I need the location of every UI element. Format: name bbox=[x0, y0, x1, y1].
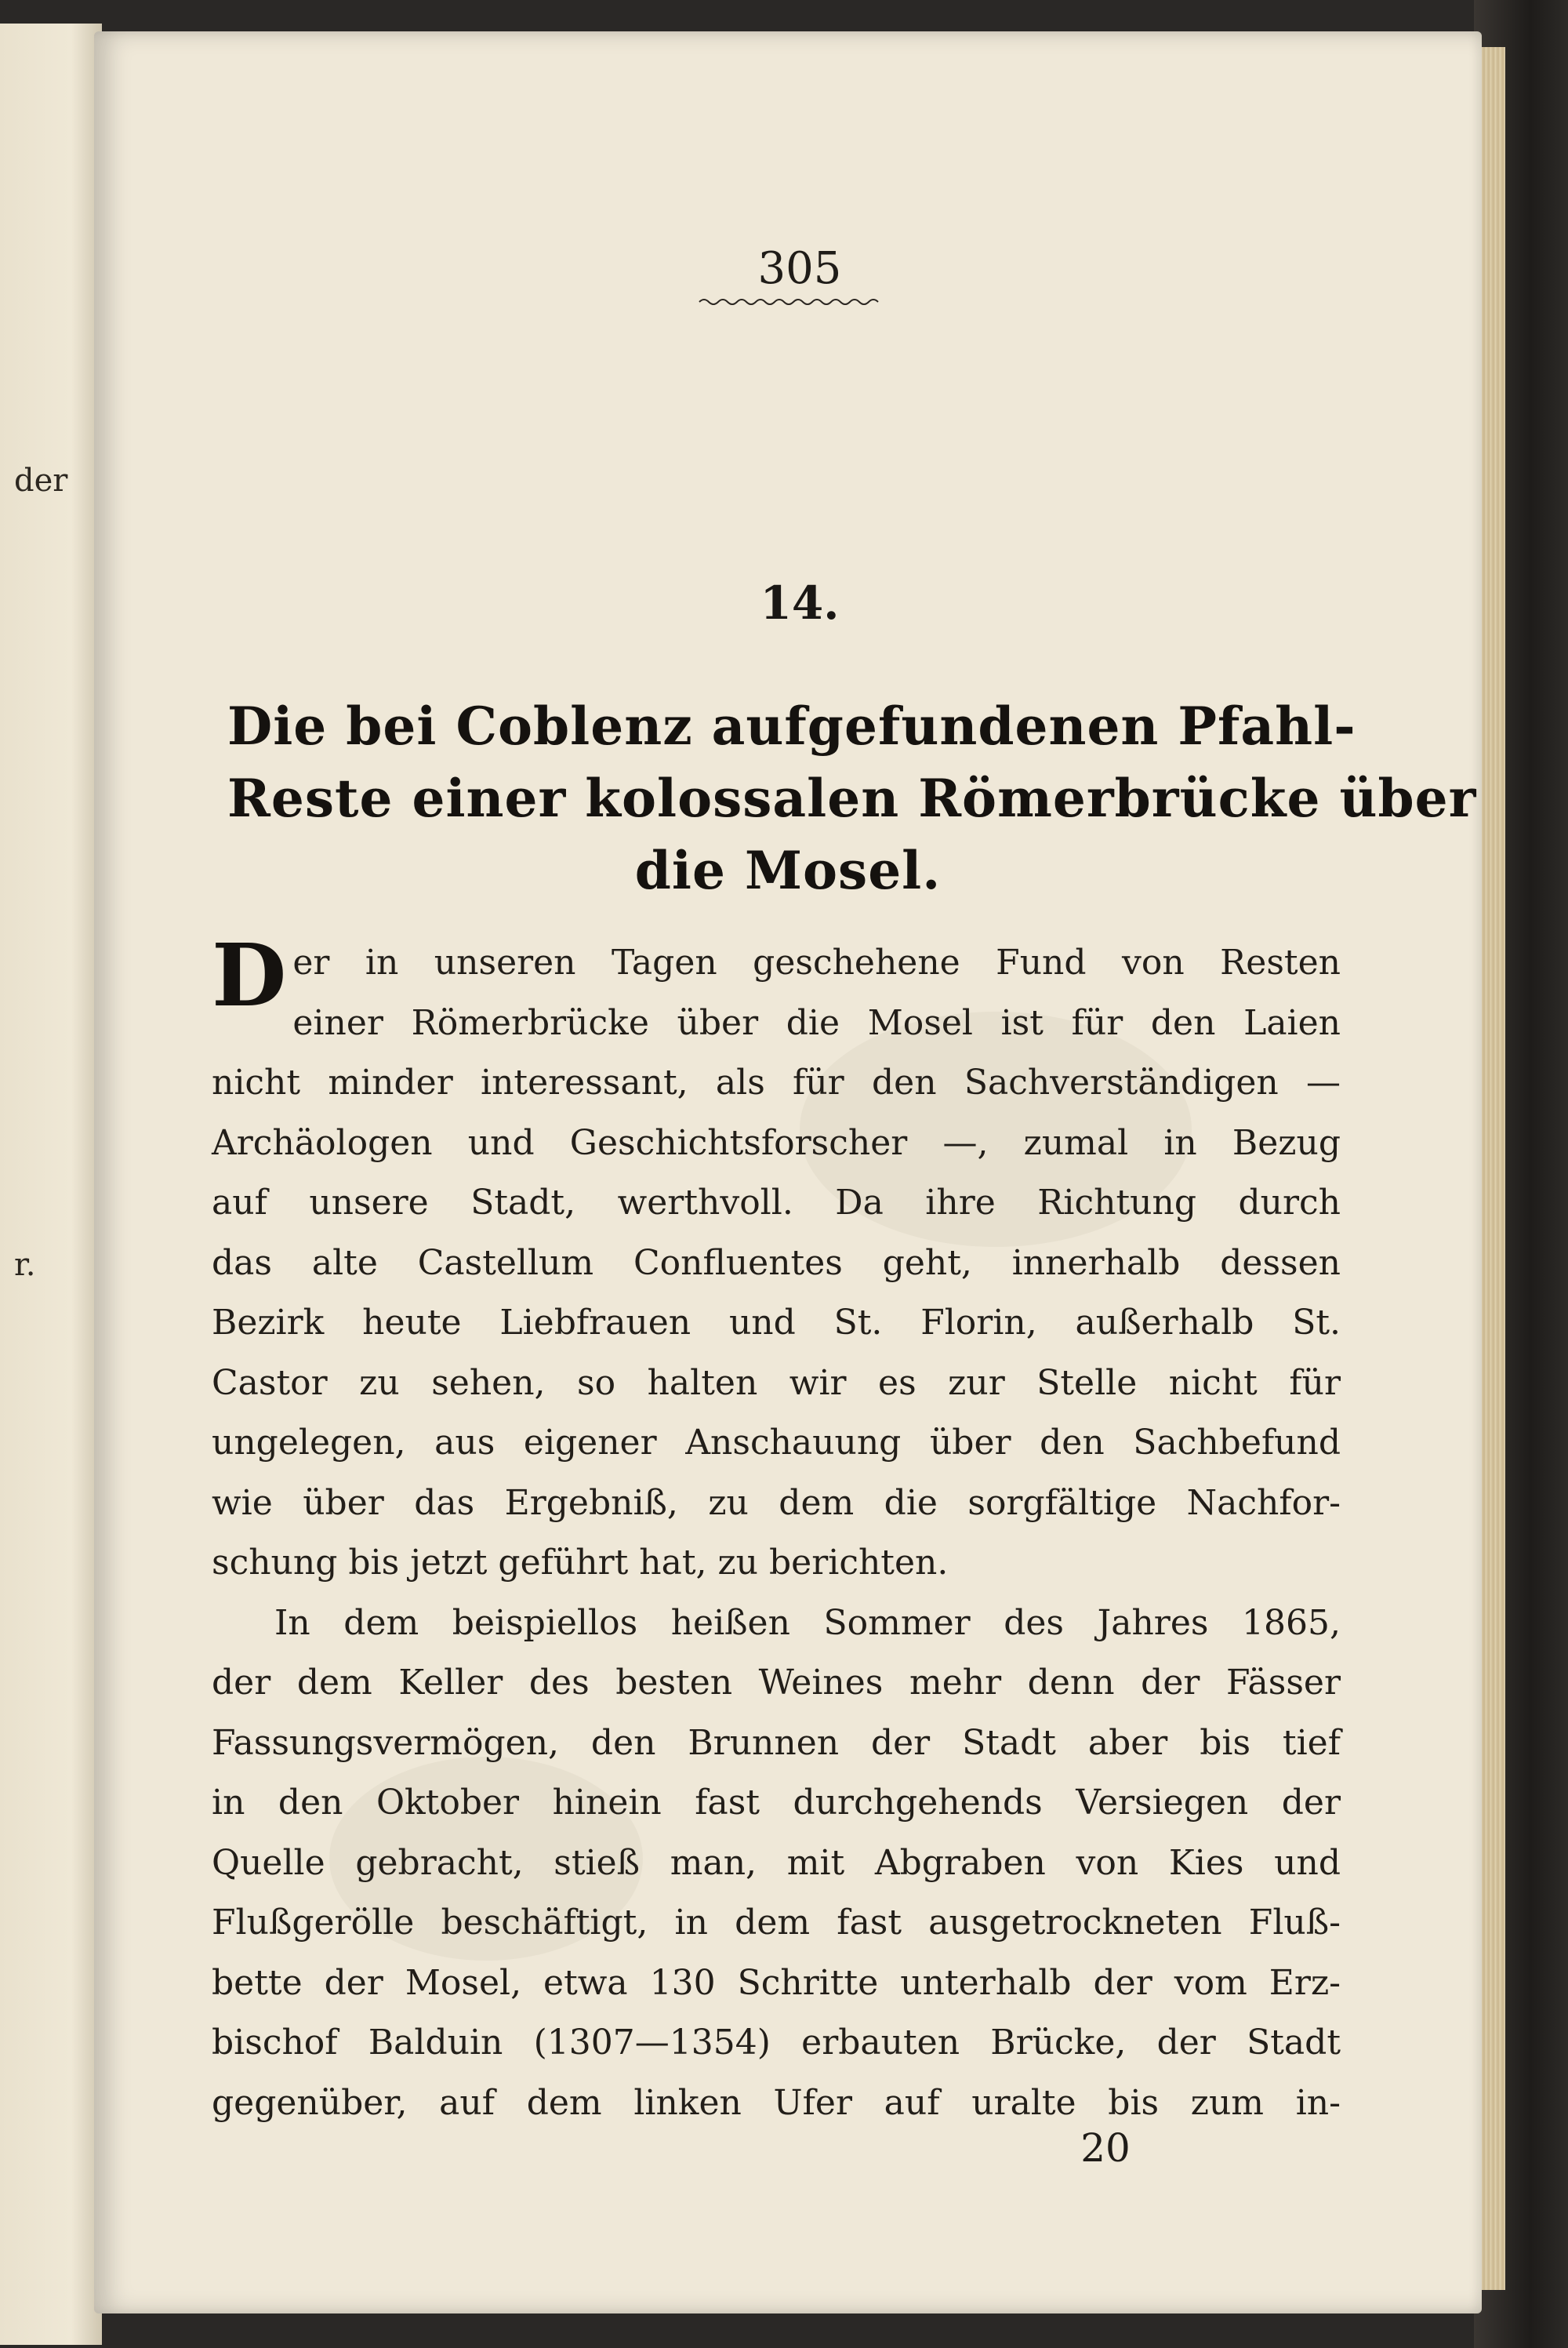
book-page bbox=[94, 31, 1482, 2313]
text-line: gegenüber, auf dem linken Ufer auf uralte bis zum in- bbox=[212, 2082, 1341, 2123]
paragraph bbox=[212, 925, 1341, 1594]
signature-mark: 20 bbox=[1080, 2125, 1131, 2171]
wavy-rule-ornament bbox=[698, 296, 886, 307]
text-line: ungelegen, aus eigener Anschauung über den Sachbefund bbox=[212, 1423, 1341, 1463]
drop-cap: D bbox=[212, 925, 287, 1026]
text-line: in den Oktober hinein fast durchgehends Versiegen der bbox=[212, 1783, 1341, 1823]
text-line: bette der Mosel, etwa 130 Schritte unterhalb der vom Erz- bbox=[212, 1962, 1341, 2003]
chapter-number: 14. bbox=[760, 576, 840, 630]
title-line: Reste einer kolossalen Römerbrücke über bbox=[227, 768, 1477, 829]
text-line: er in unseren Tagen geschehene Fund von Resten bbox=[292, 943, 1341, 983]
paragraph bbox=[212, 1594, 1341, 2134]
chapter-title bbox=[227, 690, 1477, 907]
text-line: einer Römerbrücke über die Mosel ist für den Laien bbox=[292, 1002, 1341, 1043]
text-line: nicht minder interessant, als für den Sachverständigen — bbox=[212, 1063, 1341, 1103]
page-number: 305 bbox=[757, 243, 842, 294]
text-line: Fassungsvermögen, den Brunnen der Stadt aber bis tief bbox=[212, 1722, 1341, 1763]
text-line: Archäologen und Geschichtsforscher —, zumal in Bezug bbox=[212, 1122, 1341, 1163]
facing-page bbox=[0, 24, 102, 2345]
text-line: Quelle gebracht, stieß man, mit Abgraben von Kies und bbox=[212, 1842, 1341, 1883]
text-line: auf unsere Stadt, werthvoll. Da ihre Richtung durch bbox=[212, 1183, 1341, 1223]
text-line: schung bis jetzt geführt hat, zu berichten. bbox=[212, 1543, 949, 1583]
title-line: Die bei Coblenz aufgefundenen Pfahl- bbox=[227, 696, 1356, 757]
facing-page-fragment: r. bbox=[14, 1247, 36, 1283]
text-line: In dem beispiellos heißen Sommer des Jahres 1865, bbox=[274, 1602, 1341, 1643]
facing-page-fragment: der bbox=[14, 463, 68, 499]
text-line: der dem Keller des besten Weines mehr denn der Fässer bbox=[212, 1663, 1341, 1703]
title-line: die Mosel. bbox=[634, 840, 942, 901]
text-line: Castor zu sehen, so halten wir es zur Stelle nicht für bbox=[212, 1362, 1341, 1403]
text-line: bischof Balduin (1307—1354) erbauten Brücke, der Stadt bbox=[212, 2023, 1341, 2063]
text-line: Flußgerölle beschäftigt, in dem fast ausgetrockneten Fluß- bbox=[212, 1903, 1341, 1943]
body-text bbox=[212, 925, 1341, 2133]
text-line: Bezirk heute Liebfrauen und St. Florin, außerhalb St. bbox=[212, 1303, 1341, 1343]
text-line: das alte Castellum Confluentes geht, innerhalb dessen bbox=[212, 1242, 1341, 1283]
text-line: wie über das Ergebniß, zu dem die sorgfältige Nachfor- bbox=[212, 1482, 1341, 1523]
